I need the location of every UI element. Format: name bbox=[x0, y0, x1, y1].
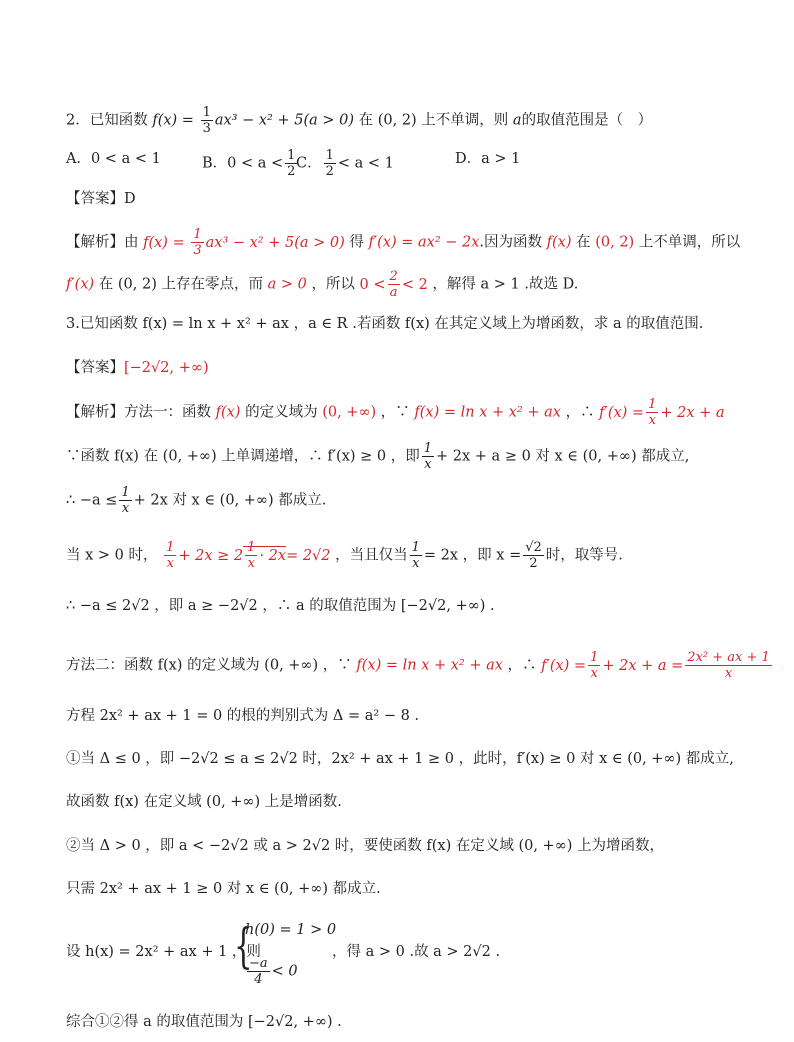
q3-method1-line5: ∴ −a ≤ 2√2 ，即 a ≥ −2√2 ，∴ a 的取值范围为 [−2√2, +∞) . bbox=[66, 598, 495, 614]
q2-stem: 2．已知函数 f(x) = $\frac{1}{3}$ ax³ − x² + 5(a > 0) 在 (0, 2) 上不单调，则 a的取值范围是（ ） bbox=[66, 105, 653, 136]
q2-option-a: A．0 < a < 1 bbox=[66, 151, 161, 167]
system-eq2: $\frac{-a}{4}$ < 0 bbox=[249, 956, 298, 987]
q2-option-c: C． $\frac{1}{2}$ < a < 1 bbox=[296, 148, 394, 179]
q3-method1-line1: 【解析】方法一：函数 f(x) 的定义域为 (0, +∞) ，∵ f(x) = ln x + x² + ax ，∴ f′(x) = $\frac{1}{x}$ + 2x + a bbox=[66, 397, 725, 428]
system-brace: { bbox=[234, 918, 253, 974]
q2-answer: 【答案】D bbox=[66, 191, 136, 207]
q3-method2-line3: ①当 Δ ≤ 0 ，即 −2√2 ≤ a ≤ 2√2 时，2x² + ax + 1 ≥ 0 ，此时，f′(x) ≥ 0 对 x ∈ (0, +∞) 都成立, bbox=[66, 751, 734, 767]
q3-stem: 3.已知函数 f(x) = ln x + x² + ax ，a ∈ R .若函数 f(x) 在其定义域上为增函数，求 a 的取值范围. bbox=[66, 316, 704, 332]
fraction-one-third: $\frac{1}{3}$ bbox=[202, 105, 211, 136]
q3-method1-line2: ∵函数 f(x) 在 (0, +∞) 上单调递增，∴ f′(x) ≥ 0 ，即 $\frac{1}{x}$ + 2x + a ≥ 0 对 x ∈ (0, +∞) 都成立, bbox=[66, 441, 690, 472]
system-eq1: h(0) = 1 > 0 bbox=[245, 922, 337, 938]
q3-method2-line6: 只需 2x² + ax + 1 ≥ 0 对 x ∈ (0, +∞) 都成立. bbox=[66, 881, 381, 897]
q3-method2-line1: 方法二：函数 f(x) 的定义域为 (0, +∞) ，∵ f(x) = ln x + x² + ax ，∴ f′(x) = $\frac{1}{x}$ + 2x + a = $\frac{\text{2x² + ax + 1}}{x}$ bbox=[66, 650, 770, 681]
q2-analysis-line2: f′(x) 在 (0, 2) 上存在零点，而 a > 0 ，所以 0 < $\frac{2}{a}$ < 2 ，解得 a > 1 .故选 D. bbox=[66, 269, 579, 300]
q3-method2-line7-result: ，得 a > 0 .故 a > 2√2 . bbox=[332, 944, 501, 960]
q2-analysis-line1: 【解析】由 f(x) = $\frac{1}{3}$ ax³ − x² + 5(a > 0) 得 f′(x) = ax² − 2x.因为函数 f(x) 在 (0, 2) 上不单调，所以 bbox=[66, 227, 741, 258]
q3-answer: 【答案】[−2√2, +∞) bbox=[66, 360, 209, 376]
q3-method2-line5: ②当 Δ > 0 ，即 a < −2√2 或 a > 2√2 时，要使函数 f(x) 在定义域 (0, +∞) 上为增函数， bbox=[66, 838, 665, 854]
q2-option-b: B．0 < a < $\frac{1}{2}$ bbox=[202, 148, 296, 179]
q3-method2-line8: 综合①②得 a 的取值范围为 [−2√2, +∞) . bbox=[66, 1014, 342, 1030]
q3-method2-line4: 故函数 f(x) 在定义域 (0, +∞) 上是增函数. bbox=[66, 794, 342, 810]
q3-method1-line4: 当 x > 0 时， $\frac{1}{x}$ + 2x ≥ 2 $\frac{1}{x}$ · 2x= 2√2 ，当且仅当 $\frac{1}{x}$ = 2x ，即 x = $\frac{√2}{2}$ 时，取等号. bbox=[66, 540, 623, 571]
q3-method2-line2: 方程 2x² + ax + 1 = 0 的根的判别式为 Δ = a² − 8 . bbox=[66, 708, 420, 724]
q3-method2-line7: 设 h(x) = 2x² + ax + 1 ，则 bbox=[66, 944, 261, 960]
q3-method1-line3: ∴ −a ≤ $\frac{1}{x}$ + 2x 对 x ∈ (0, +∞) 都成立. bbox=[66, 485, 327, 516]
q2-option-d: D．a > 1 bbox=[455, 151, 521, 167]
